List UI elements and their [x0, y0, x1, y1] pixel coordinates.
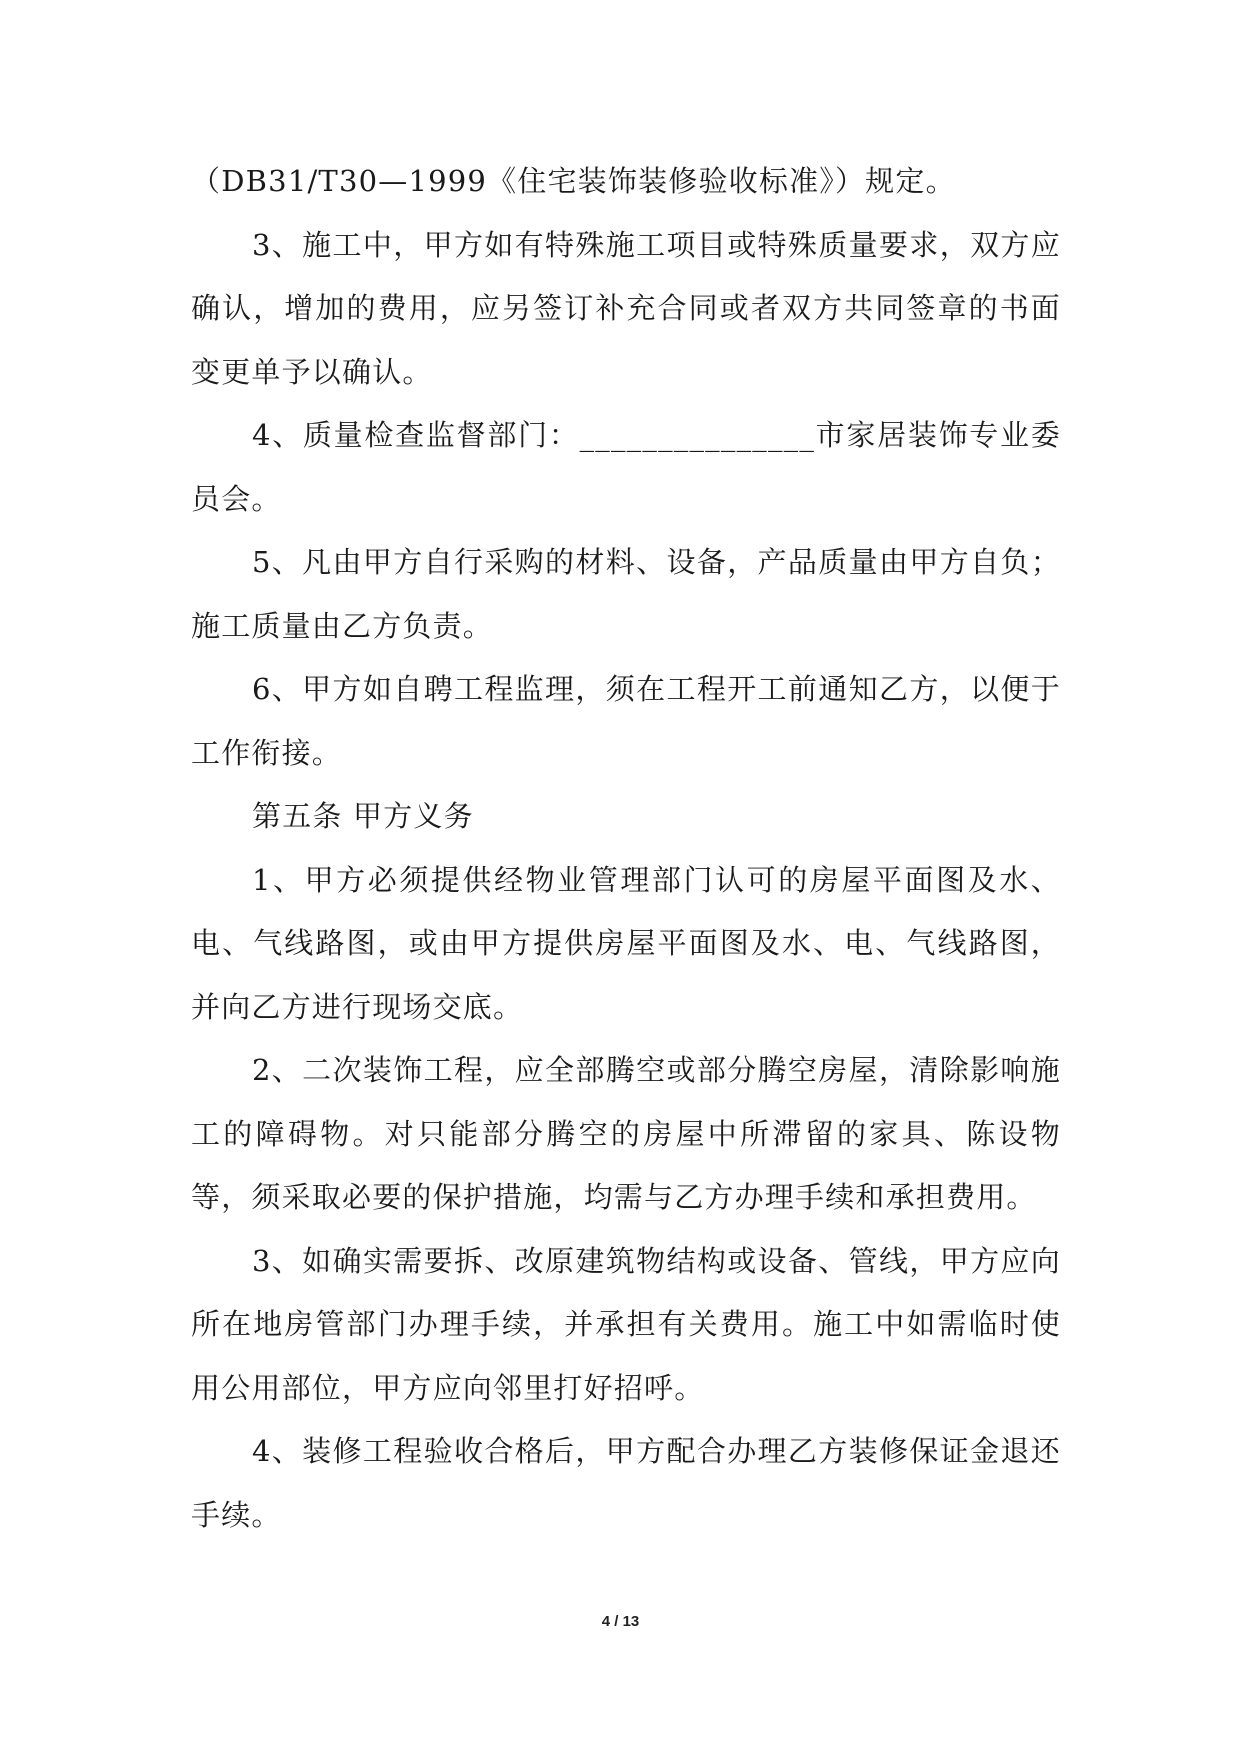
paragraph-obligation-4: 4、装修工程验收合格后，甲方配合办理乙方装修保证金退还手续。 — [191, 1434, 1061, 1532]
page-body — [191, 150, 1061, 1547]
paragraph-item-3-special-requirements: 3、施工中，甲方如有特殊施工项目或特殊质量要求，双方应确认，增加的费用，应另签订补充合同或者双方共同签章的书面变更单予以确认。 — [191, 227, 1061, 389]
paragraph-obligation-3: 3、如确实需要拆、改原建筑物结构或设备、管线，甲方应向所在地房管部门办理手续，并承担有关费用。施工中如需临时使用公用部位，甲方应向邻里打好招呼。 — [191, 1243, 1061, 1405]
page-number: 4 / 13 — [601, 1613, 640, 1630]
paragraph-item-4-quality-supervision: 4、质量检查监督部门：_______________市家居装饰专业委员会。 — [191, 418, 1061, 516]
paragraph-item-5-materials: 5、凡由甲方自行采购的材料、设备，产品质量由甲方自负；施工质量由乙方负责。 — [191, 545, 1061, 643]
paragraph-obligation-1: 1、甲方必须提供经物业管理部门认可的房屋平面图及水、电、气线路图，或由甲方提供房屋平面图及水、电、气线路图，并向乙方进行现场交底。 — [191, 862, 1061, 1024]
paragraph-obligation-2: 2、二次装饰工程，应全部腾空或部分腾空房屋，清除影响施工的障碍物。对只能部分腾空的房屋中所滞留的家具、陈设物等，须采取必要的保护措施，均需与乙方办理手续和承担费用。 — [191, 1053, 1061, 1214]
paragraph-standard-reference: （DB31/T30—1999《住宅装饰装修验收标准》）规定。 — [191, 164, 956, 198]
section-heading-article-5: 第五条 甲方义务 — [252, 799, 474, 833]
paragraph-item-6-supervision: 6、甲方如自聘工程监理，须在工程开工前通知乙方，以便于工作衔接。 — [191, 672, 1061, 770]
